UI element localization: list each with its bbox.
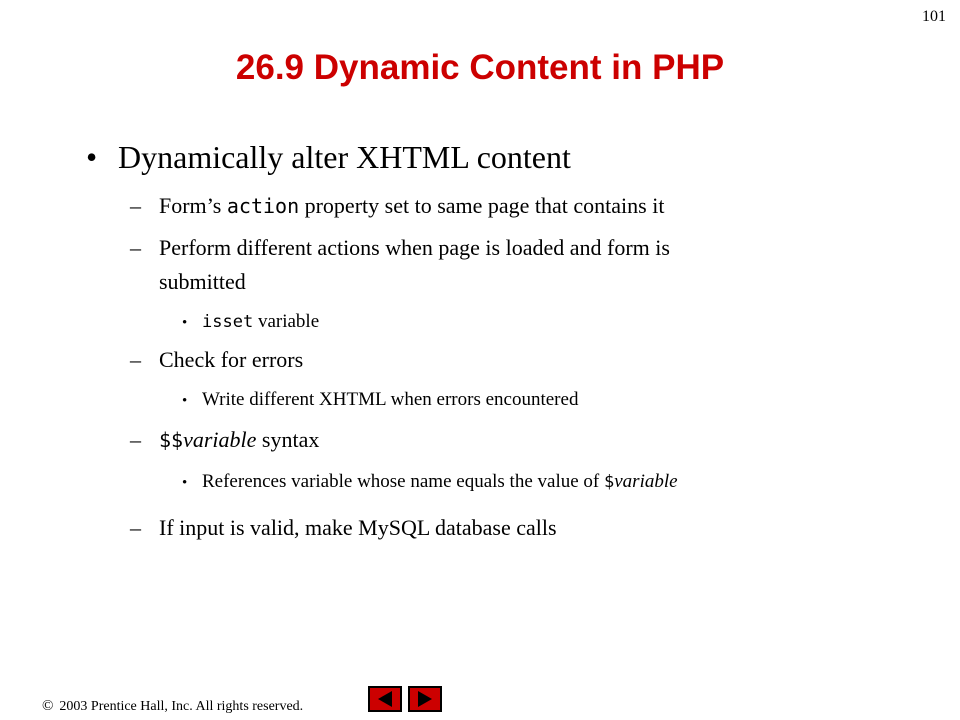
- sub-bullet-marker: •: [182, 393, 188, 409]
- sub-item-references-variable: [202, 470, 678, 494]
- sub-item-text: variable: [253, 311, 320, 332]
- item-text: Form’s: [159, 193, 227, 218]
- code-double-dollar: $$: [159, 428, 184, 452]
- slide-title: 26.9 Dynamic Content in PHP: [235, 48, 725, 87]
- code-action: action: [226, 194, 300, 218]
- sub-bullet-marker: •: [182, 315, 188, 331]
- previous-slide-button[interactable]: [368, 686, 402, 712]
- sub-item-write-xhtml: Write different XHTML when errors encountered: [202, 389, 579, 410]
- item-text: property set to same page that contains it: [299, 193, 665, 218]
- item-mysql-calls: If input is valid, make MySQL database calls: [159, 515, 557, 540]
- bullet-marker: •: [86, 139, 98, 175]
- main-bullet-text: Dynamically alter XHTML content: [118, 139, 571, 175]
- right-arrow-icon: [410, 688, 440, 710]
- dash-marker: –: [130, 427, 141, 452]
- item-perform-actions-line2: submitted: [159, 269, 246, 294]
- code-dollar: $: [604, 472, 615, 492]
- item-variable-variable-syntax: [159, 426, 319, 454]
- code-isset: isset: [202, 312, 254, 332]
- italic-variable: variable: [183, 427, 257, 452]
- dash-marker: –: [130, 193, 141, 218]
- sub-item-text: References variable whose name equals the value of: [202, 471, 604, 492]
- copyright-symbol: ©: [42, 698, 54, 714]
- dash-marker: –: [130, 347, 141, 372]
- dash-marker: –: [130, 235, 141, 260]
- item-check-errors: Check for errors: [159, 347, 304, 372]
- left-arrow-icon: [370, 688, 400, 710]
- next-slide-button[interactable]: [408, 686, 442, 712]
- sub-item-isset: [202, 310, 319, 334]
- sub-bullet-marker: •: [182, 475, 188, 491]
- page-number: 101: [922, 8, 946, 25]
- copyright-text: 2003 Prentice Hall, Inc. All rights reserved.: [59, 699, 304, 714]
- item-perform-actions-line1: Perform different actions when page is loaded and form is: [159, 235, 670, 260]
- italic-variable: variable: [614, 471, 678, 492]
- item-text: syntax: [256, 427, 320, 452]
- copyright-footer: [42, 697, 303, 716]
- dash-marker: –: [130, 515, 141, 540]
- item-form-action: [159, 192, 664, 220]
